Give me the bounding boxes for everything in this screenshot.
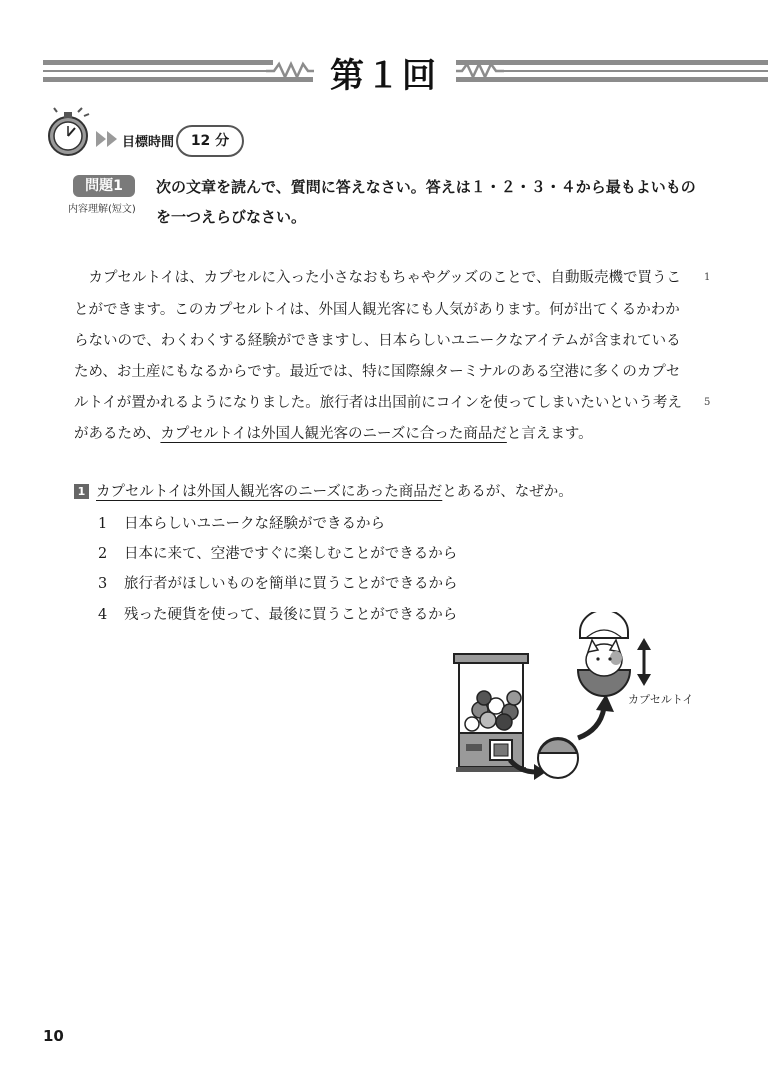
zigzag-left-icon bbox=[266, 60, 314, 80]
option-1[interactable] bbox=[98, 512, 385, 533]
passage-line-5: ルトイが置かれるようになりました。旅行者は出国前にコインを使ってしまいたいという考え bbox=[74, 395, 682, 411]
instruction-line-1: 次の文章を読んで、質問に答えなさい。答えは１・２・３・４から最もよいもの bbox=[156, 178, 696, 196]
option-2[interactable] bbox=[98, 542, 457, 563]
option-text: 日本らしいユニークな経験ができるから bbox=[124, 516, 385, 532]
capsule-ball-icon bbox=[538, 738, 578, 778]
header-band-right-mid bbox=[500, 70, 768, 72]
option-3[interactable] bbox=[98, 572, 458, 593]
question-badge: 問題1 bbox=[73, 175, 135, 197]
header-band-right-bottom bbox=[456, 77, 768, 82]
header-band-right-top bbox=[456, 60, 768, 65]
passage-line-6 bbox=[74, 422, 593, 443]
option-number: 3 bbox=[98, 576, 108, 592]
target-time-value: 12 分 bbox=[176, 125, 244, 157]
passage-line-6-post: と言えます。 bbox=[506, 426, 593, 442]
target-time-label: 目標時間 bbox=[122, 135, 175, 150]
header-band-left-top bbox=[43, 60, 273, 65]
question-rest: とあるが、なぜか。 bbox=[442, 484, 573, 500]
passage-underlined-phrase: カプセルトイは外国人観光客のニーズに合った商品だ bbox=[160, 426, 507, 442]
option-number: 4 bbox=[98, 607, 108, 623]
page-title: 第１回 bbox=[330, 56, 438, 96]
passage-line-3: らないので、わくわくする経験ができますし、日本らしいユニークなアイテムが含まれている bbox=[74, 333, 681, 349]
option-4[interactable] bbox=[98, 603, 457, 624]
passage-line-1: カプセルトイは、カプセルに入った小さなおもちゃやグッズのことで、自動販売機で買うこ bbox=[74, 270, 681, 286]
up-down-arrow-icon bbox=[637, 638, 651, 686]
stopwatch-icon bbox=[44, 106, 94, 158]
option-text: 日本に来て、空港ですぐに楽しむことができるから bbox=[124, 546, 458, 562]
page-number: 10 bbox=[43, 1027, 64, 1045]
question-underlined-phrase: カプセルトイは外国人観光客のニーズにあった商品だ bbox=[96, 484, 443, 500]
line-marker-1: 1 bbox=[704, 272, 711, 283]
option-number: 2 bbox=[98, 546, 108, 562]
illustration-caption: カプセルトイ bbox=[628, 693, 694, 706]
question-number-box: 1 bbox=[74, 484, 89, 499]
double-arrow-icon bbox=[96, 131, 120, 147]
instruction-line-2: を一つえらびなさい。 bbox=[156, 208, 307, 226]
passage-line-6-pre: があるため、 bbox=[74, 426, 161, 442]
option-text: 残った硬貨を使って、最後に買うことができるから bbox=[124, 607, 458, 623]
cat-capsule-icon bbox=[578, 612, 630, 696]
header-band-left-mid bbox=[43, 70, 268, 72]
gacha-machine-icon bbox=[454, 654, 528, 772]
passage-line-2: とができます。このカプセルトイは、外国人観光客にも人気があります。何が出てくるかわか bbox=[74, 302, 680, 318]
question-text bbox=[96, 480, 573, 501]
question-subtitle: 内容理解(短文) bbox=[68, 204, 136, 215]
line-marker-5: 5 bbox=[704, 397, 711, 408]
option-text: 旅行者がほしいものを簡単に買うことができるから bbox=[124, 576, 458, 592]
passage-line-4: ため、お土産にもなるからです。最近では、特に国際線ターミナルのある空港に多くのカプセ bbox=[74, 364, 681, 380]
option-number: 1 bbox=[98, 516, 108, 532]
